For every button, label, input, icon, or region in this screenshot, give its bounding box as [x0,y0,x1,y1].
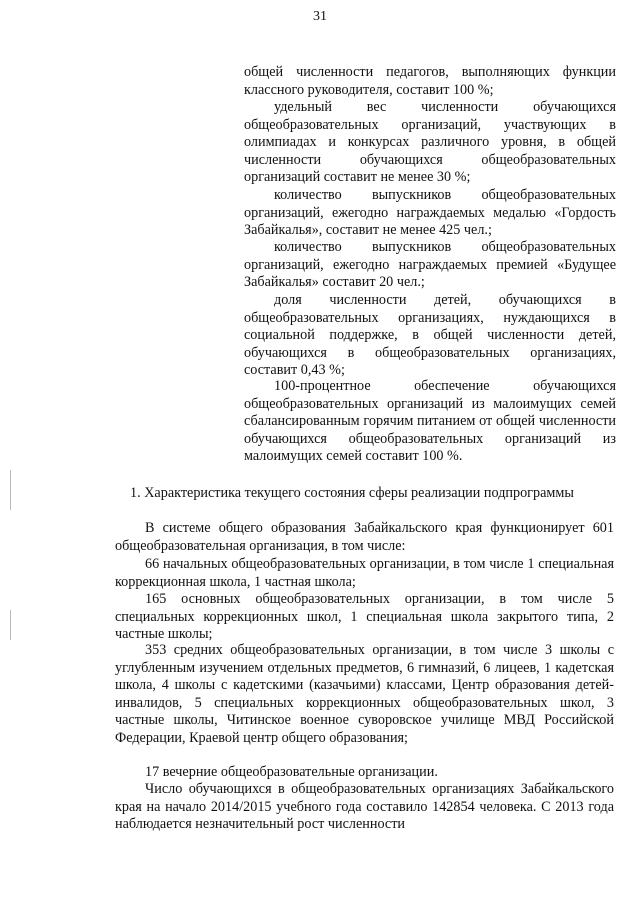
body-paragraph: 165 основных общеобразовательных организации, в том числе 5 специальных коррекционных школ, 1 специальная школа закрытого типа, 2 частные школы; [115,591,614,643]
indicator-paragraph: общей численности педагогов, выполняющих функции классного руководителя, составит 100 %; [244,64,616,98]
scan-margin-mark [10,470,11,510]
indicator-paragraph: 100-процентное обеспечение обучающихся общеобразовательных организаций из малоимущих семей сбалансированным горячим питанием от общей численности обучающихся общеобразовательных организаций из малоимущих семей составит 100 %. [244,378,616,465]
body-paragraph: В системе общего образования Забайкальского края функционирует 601 общеобразовательная организация, в том числе: [115,520,614,554]
page-number: 31 [313,9,327,24]
section-heading: 1. Характеристика текущего состояния сферы реализации подпрограммы [130,485,574,501]
body-paragraph: 353 средних общеобразовательных организации, в том числе 3 школы с углубленным изучением отдельных предметов, 6 гимназий, 6 лицеев, 1 кадетская школа, 4 школы с кадетскими (казачьими) классами, Центр образования детей-инвалидов, 5 специальных коррекционных общеобразовательных школ, 3 частные школы, Читинское военное суворовское училище МВД Российской Федерации, Краевой центр общего образования; [115,642,614,746]
indicator-paragraph: количество выпускников общеобразовательных организаций, ежегодно награждаемых премией «Будущее Забайкалья» составит 20 чел.; [244,239,616,291]
indicator-paragraph: количество выпускников общеобразовательных организаций, ежегодно награждаемых медалью «Гордость Забайкалья», составит не менее 425 чел.; [244,187,616,239]
body-paragraph: 66 начальных общеобразовательных организации, в том числе 1 специальная коррекционная школа, 1 частная школа; [115,556,614,590]
body-paragraph: Число обучающихся в общеобразовательных организациях Забайкальского края на начало 2014/2015 учебного года составило 142854 человека. С 2013 года наблюдается незначительный рост численности [115,781,614,833]
body-paragraph: 17 вечерние общеобразовательные организации. [145,764,438,780]
scan-margin-mark [10,610,11,640]
indicator-paragraph: доля численности детей, обучающихся в общеобразовательных организациях, нуждающихся в социальной поддержке, в общей численности детей, обучающихся в общеобразовательных организациях, составит 0,43 %; [244,292,616,379]
indicator-paragraph: удельный вес численности обучающихся общеобразовательных организаций, участвующих в олимпиадах и конкурсах различного уровня, в общей численности обучающихся общеобразовательных организаций составит не менее 30 %; [244,99,616,186]
